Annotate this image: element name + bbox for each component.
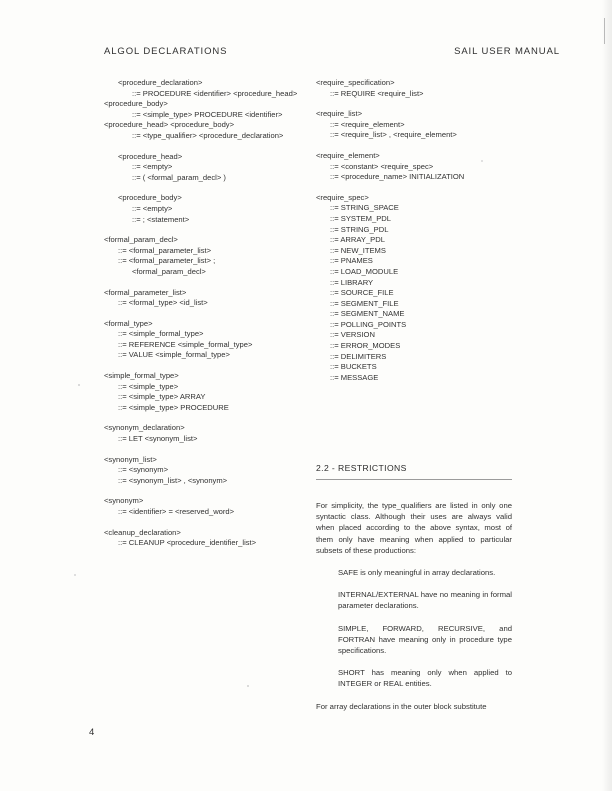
grammar-line: <synonym> bbox=[104, 496, 144, 506]
grammar-line: ::= LOAD_MODULE bbox=[330, 266, 399, 276]
grammar-production bbox=[104, 78, 304, 142]
section-divider bbox=[316, 479, 512, 480]
grammar-line: ::= SEGMENT_FILE bbox=[330, 298, 399, 308]
scan-edge-mark bbox=[604, 18, 605, 44]
grammar-production bbox=[316, 151, 531, 183]
grammar-production bbox=[104, 193, 304, 225]
header-right-title: SAIL USER MANUAL bbox=[454, 46, 560, 57]
grammar-line: ::= STRING_SPACE bbox=[330, 203, 399, 213]
grammar-line: ::= POLLING_POINTS bbox=[330, 319, 407, 329]
grammar-line: <cleanup_declaration> bbox=[104, 527, 181, 537]
grammar-production bbox=[316, 193, 531, 384]
grammar-production bbox=[104, 371, 304, 413]
page-number: 4 bbox=[89, 727, 95, 738]
grammar-production bbox=[316, 109, 531, 141]
grammar-line: <procedure_body> bbox=[104, 99, 168, 109]
grammar-line: ::= <synonym> bbox=[118, 465, 169, 475]
section-heading: 2.2 - RESTRICTIONS bbox=[316, 463, 407, 473]
grammar-line: ::= REQUIRE <require_list> bbox=[330, 88, 424, 98]
grammar-line: <procedure_declaration> bbox=[118, 78, 203, 87]
scan-speck bbox=[78, 384, 80, 386]
grammar-line: ::= ERROR_MODES bbox=[330, 341, 401, 351]
grammar-line: ::= <type_qualifier> <procedure_declaration> bbox=[132, 130, 284, 140]
grammar-line: ::= LET <synonym_list> bbox=[118, 434, 198, 444]
grammar-line: ::= SYSTEM_PDL bbox=[330, 213, 391, 223]
paragraph: SAFE is only meaningful in array declarations. bbox=[338, 568, 496, 578]
grammar-production bbox=[104, 528, 304, 549]
grammar-line: ::= <simple_type> PROCEDURE bbox=[118, 402, 229, 412]
grammar-column-right bbox=[316, 78, 531, 393]
grammar-line: ::= MESSAGE bbox=[330, 372, 379, 382]
grammar-line: ::= PNAMES bbox=[330, 256, 373, 266]
grammar-line: ::= REFERENCE <simple_formal_type> bbox=[118, 339, 253, 349]
grammar-line: ::= <procedure_name> INITIALIZATION bbox=[330, 172, 465, 182]
paragraph: For array declarations in the outer block substitute bbox=[316, 701, 487, 711]
grammar-line: <synonym_declaration> bbox=[104, 423, 185, 433]
grammar-line: <formal_param_decl> bbox=[132, 266, 206, 276]
grammar-production bbox=[104, 455, 304, 487]
grammar-line: ::= <simple_type> PROCEDURE <identifier> bbox=[132, 109, 283, 119]
grammar-line: ::= <formal_type> <id_list> bbox=[118, 298, 208, 308]
grammar-line: <formal_parameter_list> bbox=[104, 287, 187, 297]
grammar-column-left bbox=[104, 78, 304, 559]
paragraph: For simplicity, the type_qualifiers are listed in only one syntactic class. Although their uses are always valid when placed according to the above syntax, most of them only have meaning when applied to particular subsets of these productions: bbox=[316, 501, 512, 555]
grammar-line: ::= <identifier> = <reserved_word> bbox=[118, 507, 235, 516]
grammar-production bbox=[104, 319, 304, 361]
grammar-line: <procedure_head> bbox=[118, 151, 183, 161]
grammar-line: <require_spec> bbox=[316, 192, 369, 202]
grammar-line: ::= <require_list> , <require_element> bbox=[330, 130, 457, 140]
section-body-text bbox=[316, 500, 512, 712]
grammar-line: <require_element> bbox=[316, 150, 380, 160]
grammar-line: ::= <require_element> bbox=[330, 119, 405, 129]
grammar-line: <require_list> bbox=[316, 109, 363, 119]
grammar-line: ::= CLEANUP <procedure_identifier_list> bbox=[118, 538, 257, 548]
grammar-line: ::= <constant> <require_spec> bbox=[330, 161, 434, 171]
grammar-line: ::= BUCKETS bbox=[330, 362, 377, 372]
header-left-title: ALGOL DECLARATIONS bbox=[104, 46, 228, 57]
paragraph: SIMPLE, FORWARD, RECURSIVE, and FORTRAN have meaning only in procedure type specifications. bbox=[338, 623, 512, 656]
grammar-line: ::= PROCEDURE <identifier> <procedure_head> bbox=[132, 88, 298, 98]
grammar-line: ::= SOURCE_FILE bbox=[330, 288, 394, 298]
grammar-line: ::= ARRAY_PDL bbox=[330, 235, 385, 245]
scan-edge-shadow bbox=[602, 0, 612, 791]
grammar-line: ::= <simple_type> bbox=[118, 381, 179, 391]
grammar-line: ::= DELIMITERS bbox=[330, 351, 387, 361]
grammar-line: <formal_type> bbox=[104, 318, 153, 328]
grammar-line: ::= <simple_type> ARRAY bbox=[118, 392, 206, 402]
grammar-line: ::= STRING_PDL bbox=[330, 224, 389, 234]
grammar-line: ::= SEGMENT_NAME bbox=[330, 309, 405, 319]
grammar-line: <synonym_list> bbox=[104, 454, 157, 464]
grammar-line: ::= LIBRARY bbox=[330, 277, 374, 287]
grammar-production bbox=[104, 288, 304, 309]
grammar-line: ::= <synonym_list> , <synonym> bbox=[118, 475, 228, 485]
grammar-line: ::= <empty> bbox=[132, 162, 173, 172]
grammar-line: <formal_param_decl> bbox=[104, 235, 178, 245]
grammar-line: ::= ( <formal_param_decl> ) bbox=[132, 172, 226, 182]
paragraph: INTERNAL/EXTERNAL have no meaning in formal parameter declarations. bbox=[338, 590, 512, 611]
grammar-line: ::= <formal_parameter_list> ; bbox=[118, 256, 216, 266]
scan-speck bbox=[74, 574, 76, 576]
grammar-production bbox=[104, 152, 304, 184]
grammar-line: ::= <formal_parameter_list> bbox=[118, 245, 212, 255]
grammar-production bbox=[316, 78, 531, 99]
grammar-line: <procedure_head> <procedure_body> bbox=[104, 120, 235, 130]
grammar-line: ::= VALUE <simple_formal_type> bbox=[118, 350, 230, 360]
grammar-line: <procedure_body> bbox=[118, 193, 182, 203]
grammar-production bbox=[104, 423, 304, 444]
grammar-line: ::= ; <statement> bbox=[132, 214, 190, 224]
scan-speck bbox=[247, 685, 249, 687]
grammar-line: ::= <empty> bbox=[132, 203, 173, 213]
grammar-line: ::= NEW_ITEMS bbox=[330, 245, 386, 255]
grammar-line: ::= <simple_formal_type> bbox=[118, 329, 204, 339]
grammar-line: <require_specification> bbox=[316, 78, 395, 87]
grammar-line: ::= VERSION bbox=[330, 330, 375, 340]
grammar-production bbox=[104, 235, 304, 277]
grammar-line: <simple_formal_type> bbox=[104, 371, 179, 381]
paragraph: SHORT has meaning only when applied to INTEGER or REAL entities. bbox=[338, 668, 512, 689]
grammar-production bbox=[104, 496, 304, 517]
